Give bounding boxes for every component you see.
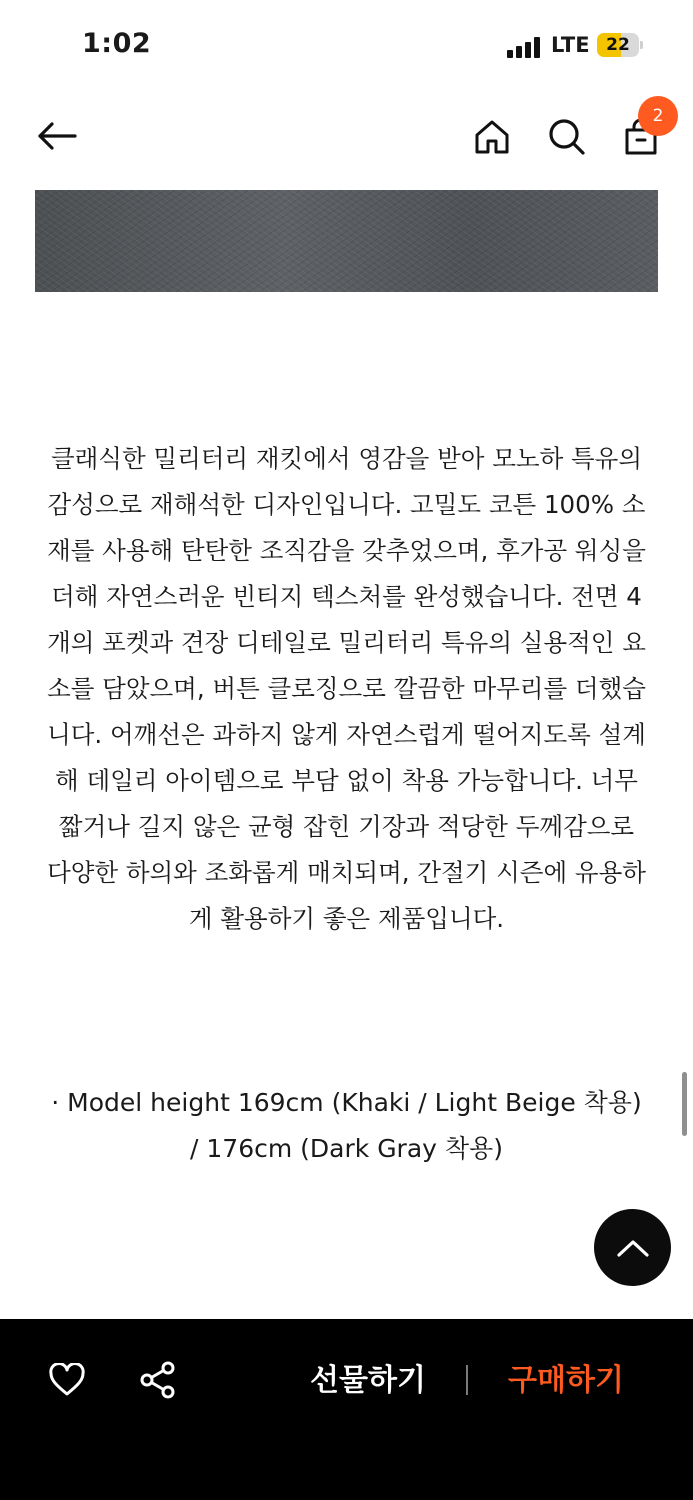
status-bar — [0, 0, 693, 92]
network-label: LTE — [551, 33, 590, 57]
search-button[interactable] — [543, 113, 591, 161]
description-line: 개의 포켓과 견장 디테일로 밀리터리 특유의 실용적인 요 — [47, 628, 646, 657]
heart-icon — [48, 1363, 86, 1397]
model-info-line: / 176cm (Dark Gray 착용) — [190, 1134, 503, 1163]
like-button[interactable] — [45, 1360, 89, 1400]
chevron-up-icon — [616, 1238, 650, 1258]
search-icon — [547, 117, 587, 157]
share-button[interactable] — [136, 1358, 180, 1402]
share-icon — [138, 1360, 178, 1400]
cart-count-badge: 2 — [638, 96, 678, 136]
back-button[interactable] — [33, 112, 81, 160]
buy-button[interactable]: 구매하기 — [508, 1363, 624, 1398]
product-description — [36, 436, 657, 942]
status-time: 1:02 — [82, 28, 152, 59]
description-line: 게 활용하기 좋은 제품입니다. — [188, 904, 505, 933]
description-line: 다양한 하의와 조화롭게 매치되며, 간절기 시즌에 유용하 — [47, 858, 646, 887]
description-line: 클래식한 밀리터리 재킷에서 영감을 받아 모노하 특유의 — [50, 444, 643, 473]
description-line: 해 데일리 아이템으로 부담 없이 착용 가능합니다. 너무 — [55, 766, 638, 795]
model-info-line: · Model height 169cm (Khaki / Light Beige 착용) — [51, 1088, 642, 1117]
description-line: 짧거나 길지 않은 균형 잡힌 기장과 적당한 두께감으로 — [58, 812, 635, 841]
gift-button[interactable]: 선물하기 — [310, 1363, 426, 1398]
description-line: 소를 담았으며, 버튼 클로징으로 깔끔한 마무리를 더했습 — [47, 674, 646, 703]
signal-icon — [507, 36, 543, 58]
description-line: 더해 자연스러운 빈티지 텍스처를 완성했습니다. 전면 4 — [51, 582, 642, 611]
home-button[interactable] — [468, 113, 516, 161]
battery-icon — [597, 33, 643, 57]
product-fabric-image — [35, 190, 658, 292]
description-line: 감성으로 재해석한 디자인입니다. 고밀도 코튼 100% 소 — [47, 490, 646, 519]
battery-level: 22 — [606, 35, 630, 55]
divider — [466, 1365, 468, 1395]
scrollbar[interactable] — [682, 1072, 687, 1136]
top-navigation — [0, 92, 693, 184]
bottom-action-bar — [0, 1319, 693, 1500]
home-icon — [473, 118, 511, 156]
scroll-to-top-button[interactable] — [594, 1209, 671, 1286]
description-line: 재를 사용해 탄탄한 조직감을 갖추었으며, 후가공 워싱을 — [47, 536, 646, 565]
description-line: 니다. 어깨선은 과하지 않게 자연스럽게 떨어지도록 설계 — [47, 720, 646, 749]
back-arrow-icon — [35, 120, 79, 152]
model-info — [36, 1080, 657, 1172]
